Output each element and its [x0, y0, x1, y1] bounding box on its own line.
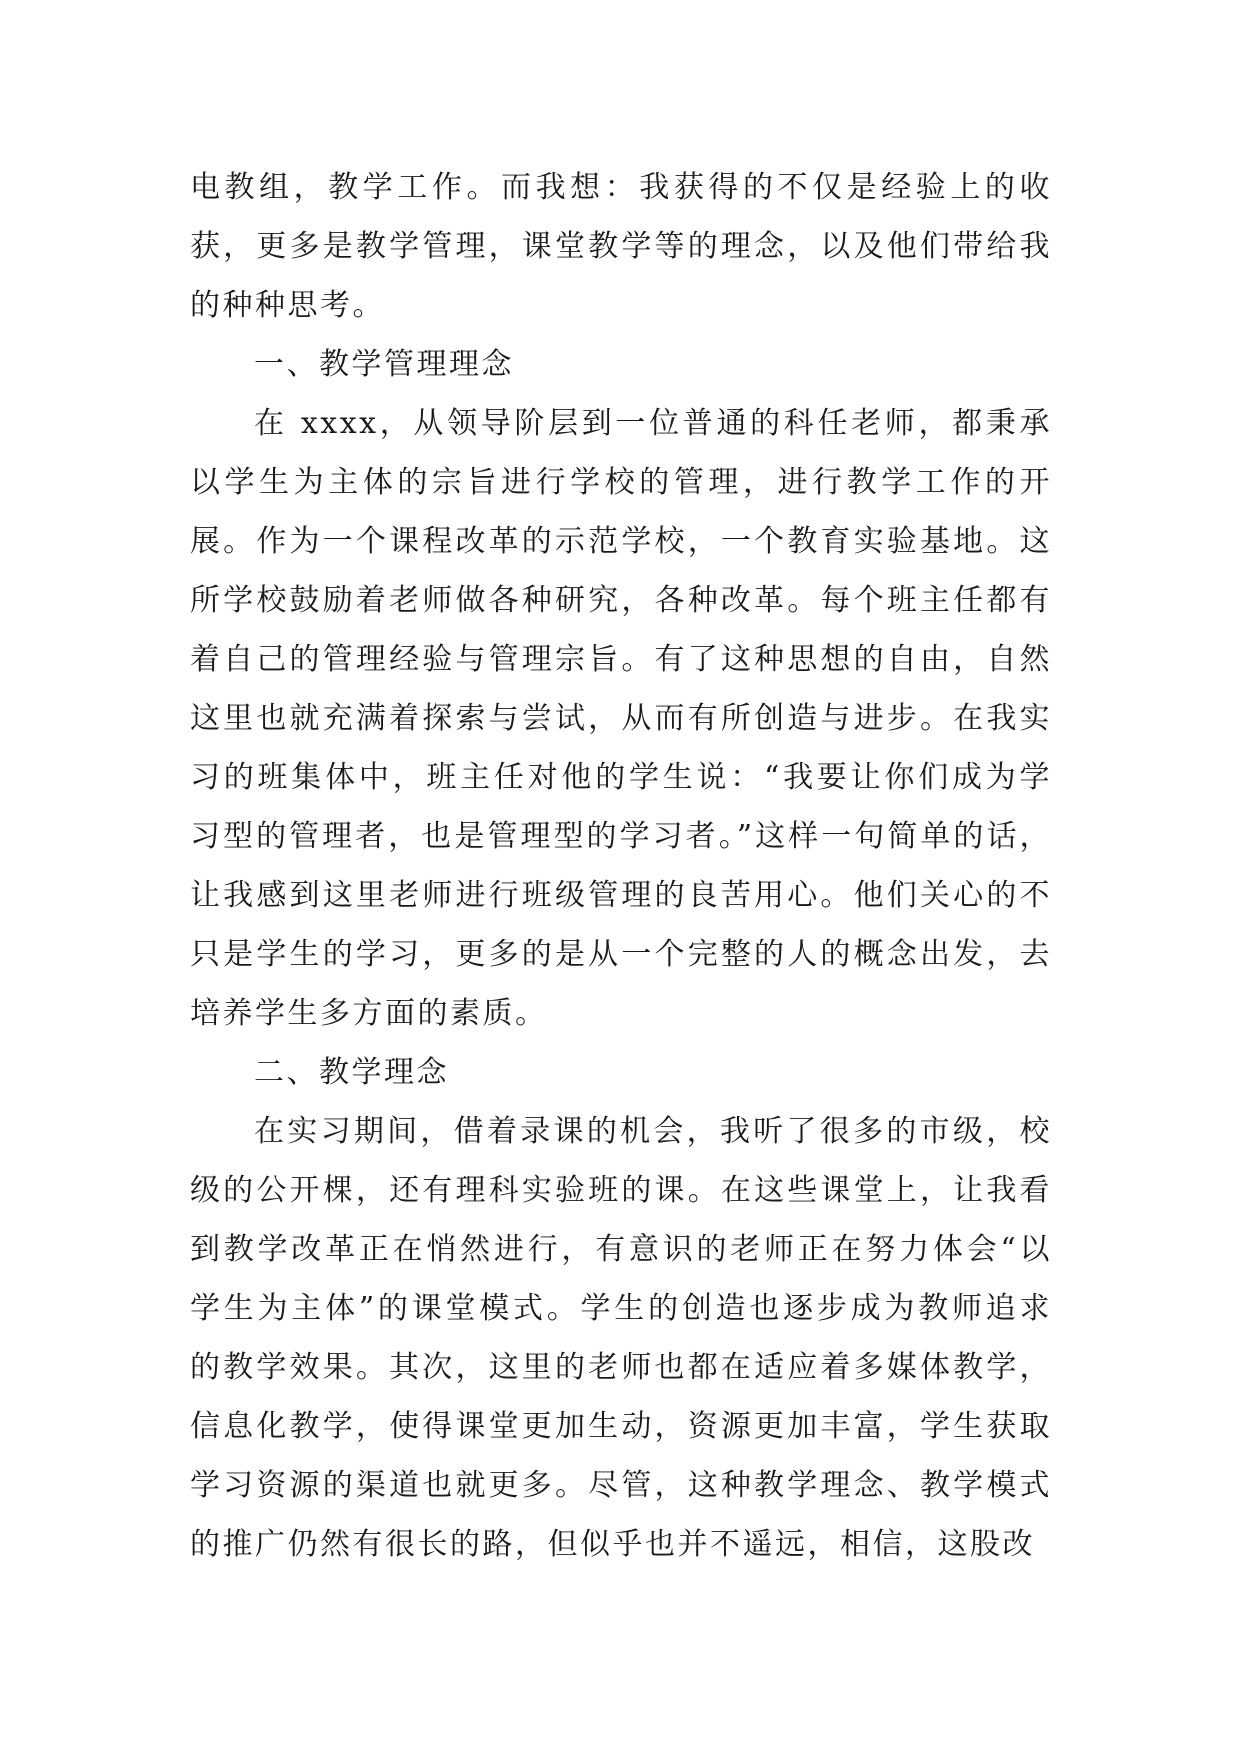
document-body — [190, 158, 1052, 1574]
paragraph-intro: 电教组，教学工作。而我想：我获得的不仅是经验上的收获，更多是教学管理，课堂教学等的理念，以及他们带给我的种种思考。 — [190, 170, 1052, 323]
paragraph-teaching: 在实习期间，借着录课的机会，我听了很多的市级，校级的公开棵，还有理科实验班的课。在这些课堂上，让我看到教学改革正在悄然进行，有意识的老师正在努力体会“以学生为主体”的课堂模式。学生的创造也逐步成为教师追求的教学效果。其次，这里的老师也都在适应着多媒体教学，信息化教学，使得课堂更加生动，资源更加丰富，学生获取学习资源的渠道也就更多。尽管，这种教学理念、教学模式的推广仍然有很长的路，但似乎也并不遥远，相信，这股改 — [190, 1114, 1052, 1562]
section-heading-teaching: 二、教学理念 — [254, 1055, 449, 1090]
paragraph-management: 在 xxxx，从领导阶层到一位普通的科任老师，都秉承以学生为主体的宗旨进行学校的管理，进行教学工作的开展。作为一个课程改革的示范学校，一个教育实验基地。这所学校鼓励着老师做各种研究，各种改革。每个班主任都有着自己的管理经验与管理宗旨。有了这种思想的自由，自然这里也就充满着探索与尝试，从而有所创造与进步。在我实习的班集体中，班主任对他的学生说：“我要让你们成为学习型的管理者，也是管理型的学习者。”这样一句简单的话，让我感到这里老师进行班级管理的良苦用心。他们关心的不只是学生的学习，更多的是从一个完整的人的概念出发，去培养学生多方面的素质。 — [190, 406, 1052, 1031]
section-heading-management: 一、教学管理理念 — [254, 347, 514, 382]
